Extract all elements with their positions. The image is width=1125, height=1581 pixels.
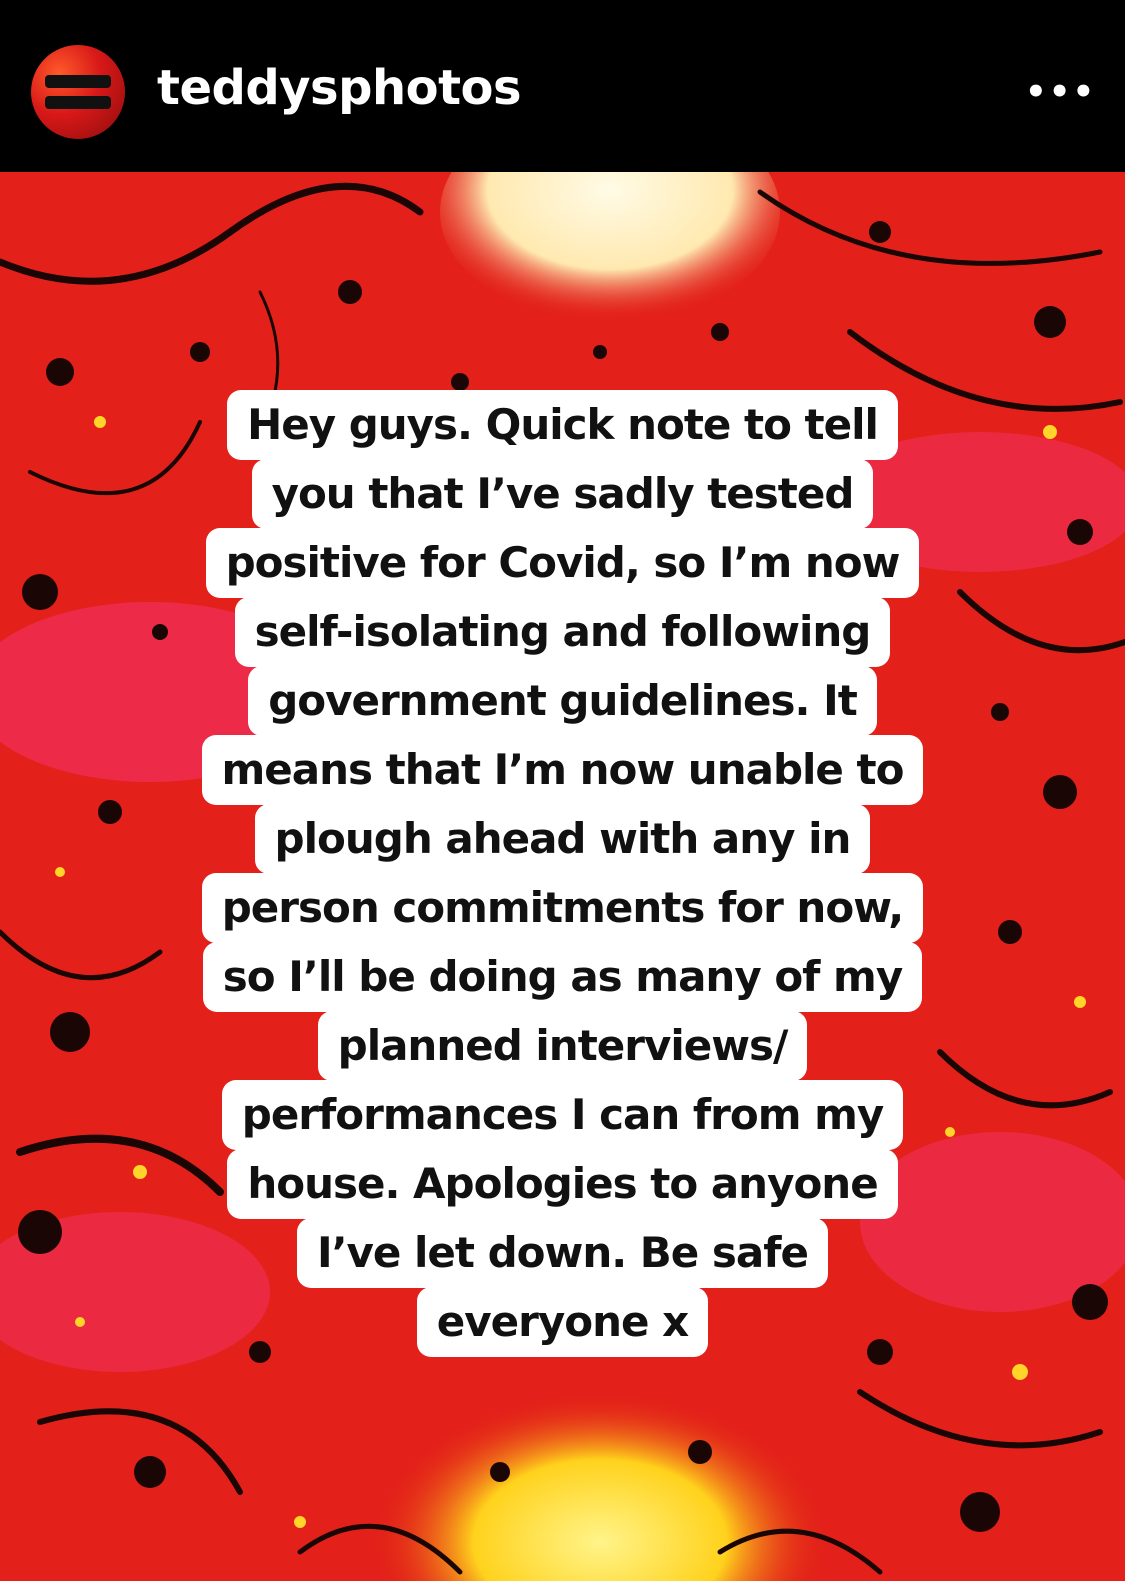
avatar-bar-top [45, 75, 111, 88]
note-line: so I’ll be doing as many of my [203, 942, 922, 1012]
profile-avatar[interactable] [31, 45, 125, 139]
avatar-bar-bottom [45, 96, 111, 109]
note-line: you that I’ve sadly tested [252, 459, 874, 529]
note-line: positive for Covid, so I’m now [206, 528, 920, 598]
note-line: plough ahead with any in [255, 804, 871, 874]
post-image [0, 172, 1125, 1581]
note-line: performances I can from my [222, 1080, 904, 1150]
note-line: planned interviews/ [318, 1011, 808, 1081]
post-header [0, 0, 1125, 172]
note-line: self-isolating and following [235, 597, 891, 667]
note-line: I’ve let down. Be safe [297, 1218, 828, 1288]
note-line: government guidelines. It [248, 666, 877, 736]
note-line: means that I’m now unable to [202, 735, 924, 805]
more-options-icon[interactable]: ••• [1025, 72, 1097, 112]
username[interactable]: teddysphotos [157, 60, 522, 116]
note-line: everyone x [417, 1287, 708, 1357]
note-line: person commitments for now, [202, 873, 924, 943]
note-line: house. Apologies to anyone [227, 1149, 897, 1219]
note-text-block [0, 390, 1125, 1356]
note-line: Hey guys. Quick note to tell [227, 390, 898, 460]
